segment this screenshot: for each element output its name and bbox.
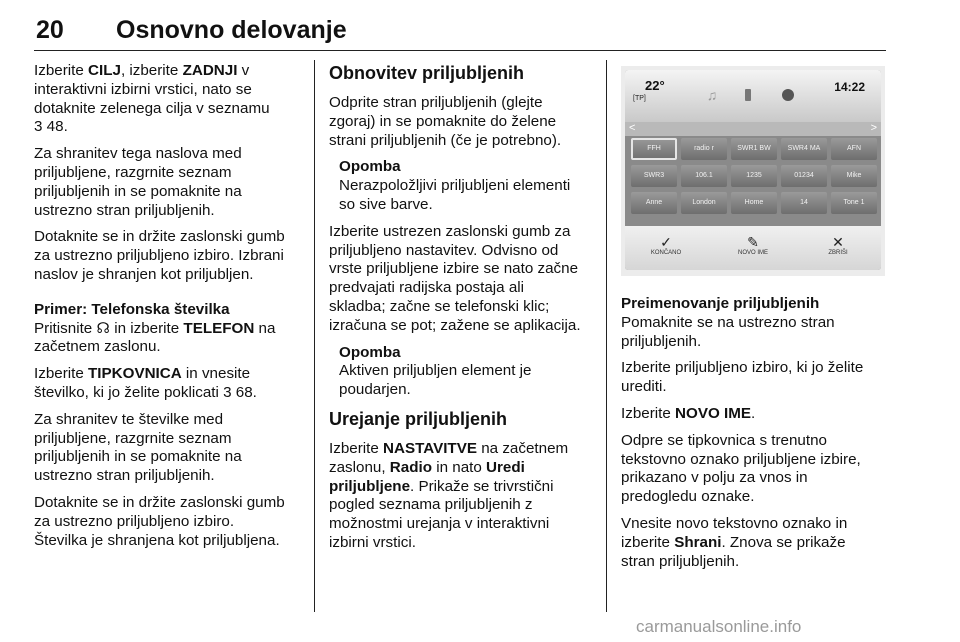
- paragraph-enter-label: Vnesite novo tekstovno oznako in izberite Shrani. Znova se prikaže stran priljubljenih.: [621, 514, 848, 570]
- pencil-icon: ✎: [747, 234, 759, 250]
- favourite-button: SWR4 MA: [781, 138, 827, 160]
- screen-status-bar: [625, 70, 881, 122]
- favourite-button: 1235: [731, 165, 777, 187]
- chevron-left-icon: <: [629, 122, 636, 134]
- note-unavailable: Opomba Nerazpoložljivi priljubljeni elementi so sive barve.: [339, 158, 571, 213]
- paragraph-select-rename: Izberite NOVO IME.: [621, 404, 756, 422]
- interaction-selector-bar: [625, 226, 881, 270]
- paragraph-select-keyboard: Izberite TIPKOVNICA in vnesite številko, ki jo želite poklicati 3 68.: [34, 365, 257, 401]
- favourite-button: AFN: [831, 138, 877, 160]
- chevron-right-icon: >: [870, 122, 877, 134]
- favourites-page-bar: [625, 122, 881, 136]
- tp-indicator: [TP]: [633, 95, 646, 102]
- page-header: [34, 10, 886, 50]
- phone-icon: [735, 84, 761, 106]
- done-action: ✓ KONČANO: [631, 234, 701, 256]
- favourite-button: Tone 1: [831, 192, 877, 214]
- navigation-icon: [775, 84, 801, 106]
- column-divider: [606, 60, 607, 612]
- heading-rename-favourites: Preimenovanje priljubljenih: [621, 295, 820, 312]
- favourite-button: FFH: [631, 138, 677, 160]
- favourite-button: 14: [781, 192, 827, 214]
- header-rule: [34, 50, 886, 51]
- favourite-button: radio r: [681, 138, 727, 160]
- page-reference-icon: 3: [34, 118, 43, 136]
- heading-restore-favourites: Obnovitev priljubljenih: [329, 63, 525, 83]
- paragraph-save-number: Za shranitev te številke med priljubljene, razgrnite seznam priljubljenih in se pomaknite na ustrezno stran priljubljenih.: [34, 410, 242, 485]
- page-reference-icon: 3: [223, 383, 232, 401]
- favourite-button: 106.1: [681, 165, 727, 187]
- check-icon: ✓: [660, 234, 672, 250]
- page-number: 20: [36, 16, 64, 44]
- note-active: Opomba Aktiven priljubljen element je poudarjen.: [339, 343, 532, 399]
- favourites-screen-image: [621, 66, 885, 276]
- close-icon: ✕: [832, 234, 844, 250]
- rename-action: ✎ NOVO IME: [718, 234, 788, 256]
- chapter-title: Osnovno delovanje: [116, 16, 347, 44]
- music-icon: ♫: [706, 87, 718, 103]
- favourite-button: SWR1 BW: [731, 138, 777, 160]
- paragraph-hold-button: Dotaknite se in držite zaslonski gumb za ustrezno priljubljeno izbiro. Izbrani naslov je shranjen kot priljubljen.: [34, 228, 285, 283]
- paragraph-keyboard-opens: Odpre se tipkovnica s trenutno tekstovno oznako priljubljene izbire, prikazano v polju za vnos in predogledu oznake.: [621, 431, 861, 506]
- column-divider: [314, 60, 315, 612]
- paragraph-select-settings: Izberite NASTAVITVE na začetnem zaslonu, Radio in nato Uredi priljubljene. Prikaže se trivrstični pogled seznama priljubljenih z možnostmi urejanja v interaktivni izbirni vrstici.: [329, 439, 569, 551]
- delete-action: ✕ ZBRIŠI: [803, 234, 873, 256]
- paragraph-select-destination: Izberite CILJ, izberite ZADNJI v interaktivni izbirni vrstici, nato se dotaknite zelenega cilja v seznamu 3 48.: [34, 62, 270, 136]
- favourite-button: 01234: [781, 165, 827, 187]
- paragraph-select-favourite: Izberite priljubljeno izbiro, ki jo želite urediti.: [621, 359, 864, 396]
- temperature-readout: 22°: [645, 78, 665, 93]
- favourite-button: SWR3: [631, 165, 677, 187]
- phone-icon: ☊: [96, 319, 110, 337]
- watermark: carmanualsonline.info: [636, 617, 802, 636]
- favourite-button: Home: [731, 192, 777, 214]
- paragraph-select-button: Izberite ustrezen zaslonski gumb za priljubljeno nastavitev. Odvisno od vrste priljubljene izbire se nato začne predvajati radijska postaja ali skladba; začne se telefonski klic; izračuna se pot; zažene se aplikacija.: [329, 222, 581, 334]
- column-1: [34, 62, 302, 558]
- column-2: [329, 62, 601, 561]
- column-3: [621, 295, 887, 579]
- favourite-button: Mike: [831, 165, 877, 187]
- favourite-button: Anne: [631, 192, 677, 214]
- paragraph-save-address: Za shranitev tega naslova med priljubljene, razgrnite seznam priljubljenih in se pomaknite na ustrezno stran priljubljenih.: [34, 145, 242, 219]
- heading-edit-favourites: Urejanje priljubljenih: [329, 408, 508, 429]
- paragraph-press-phone: Pritisnite ☊ in izberite TELEFON na začetnem zaslonu.: [34, 319, 276, 356]
- favourite-button: London: [681, 192, 727, 214]
- paragraph-open-favourites: Odprite stran priljubljenih (glejte zgoraj) in se pomaknite do želene strani priljubljenih (če je potrebno).: [329, 94, 562, 149]
- paragraph-scroll-page: Pomaknite se na ustrezno stran priljubljenih.: [621, 313, 835, 350]
- paragraph-number-saved: Dotaknite se in držite zaslonski gumb za ustrezno priljubljeno izbiro. Številka je shranjena kot priljubljena.: [34, 493, 285, 549]
- example-heading: Primer: Telefonska številka: [34, 300, 230, 318]
- screen-display: [625, 70, 881, 270]
- clock: 14:22: [834, 80, 865, 94]
